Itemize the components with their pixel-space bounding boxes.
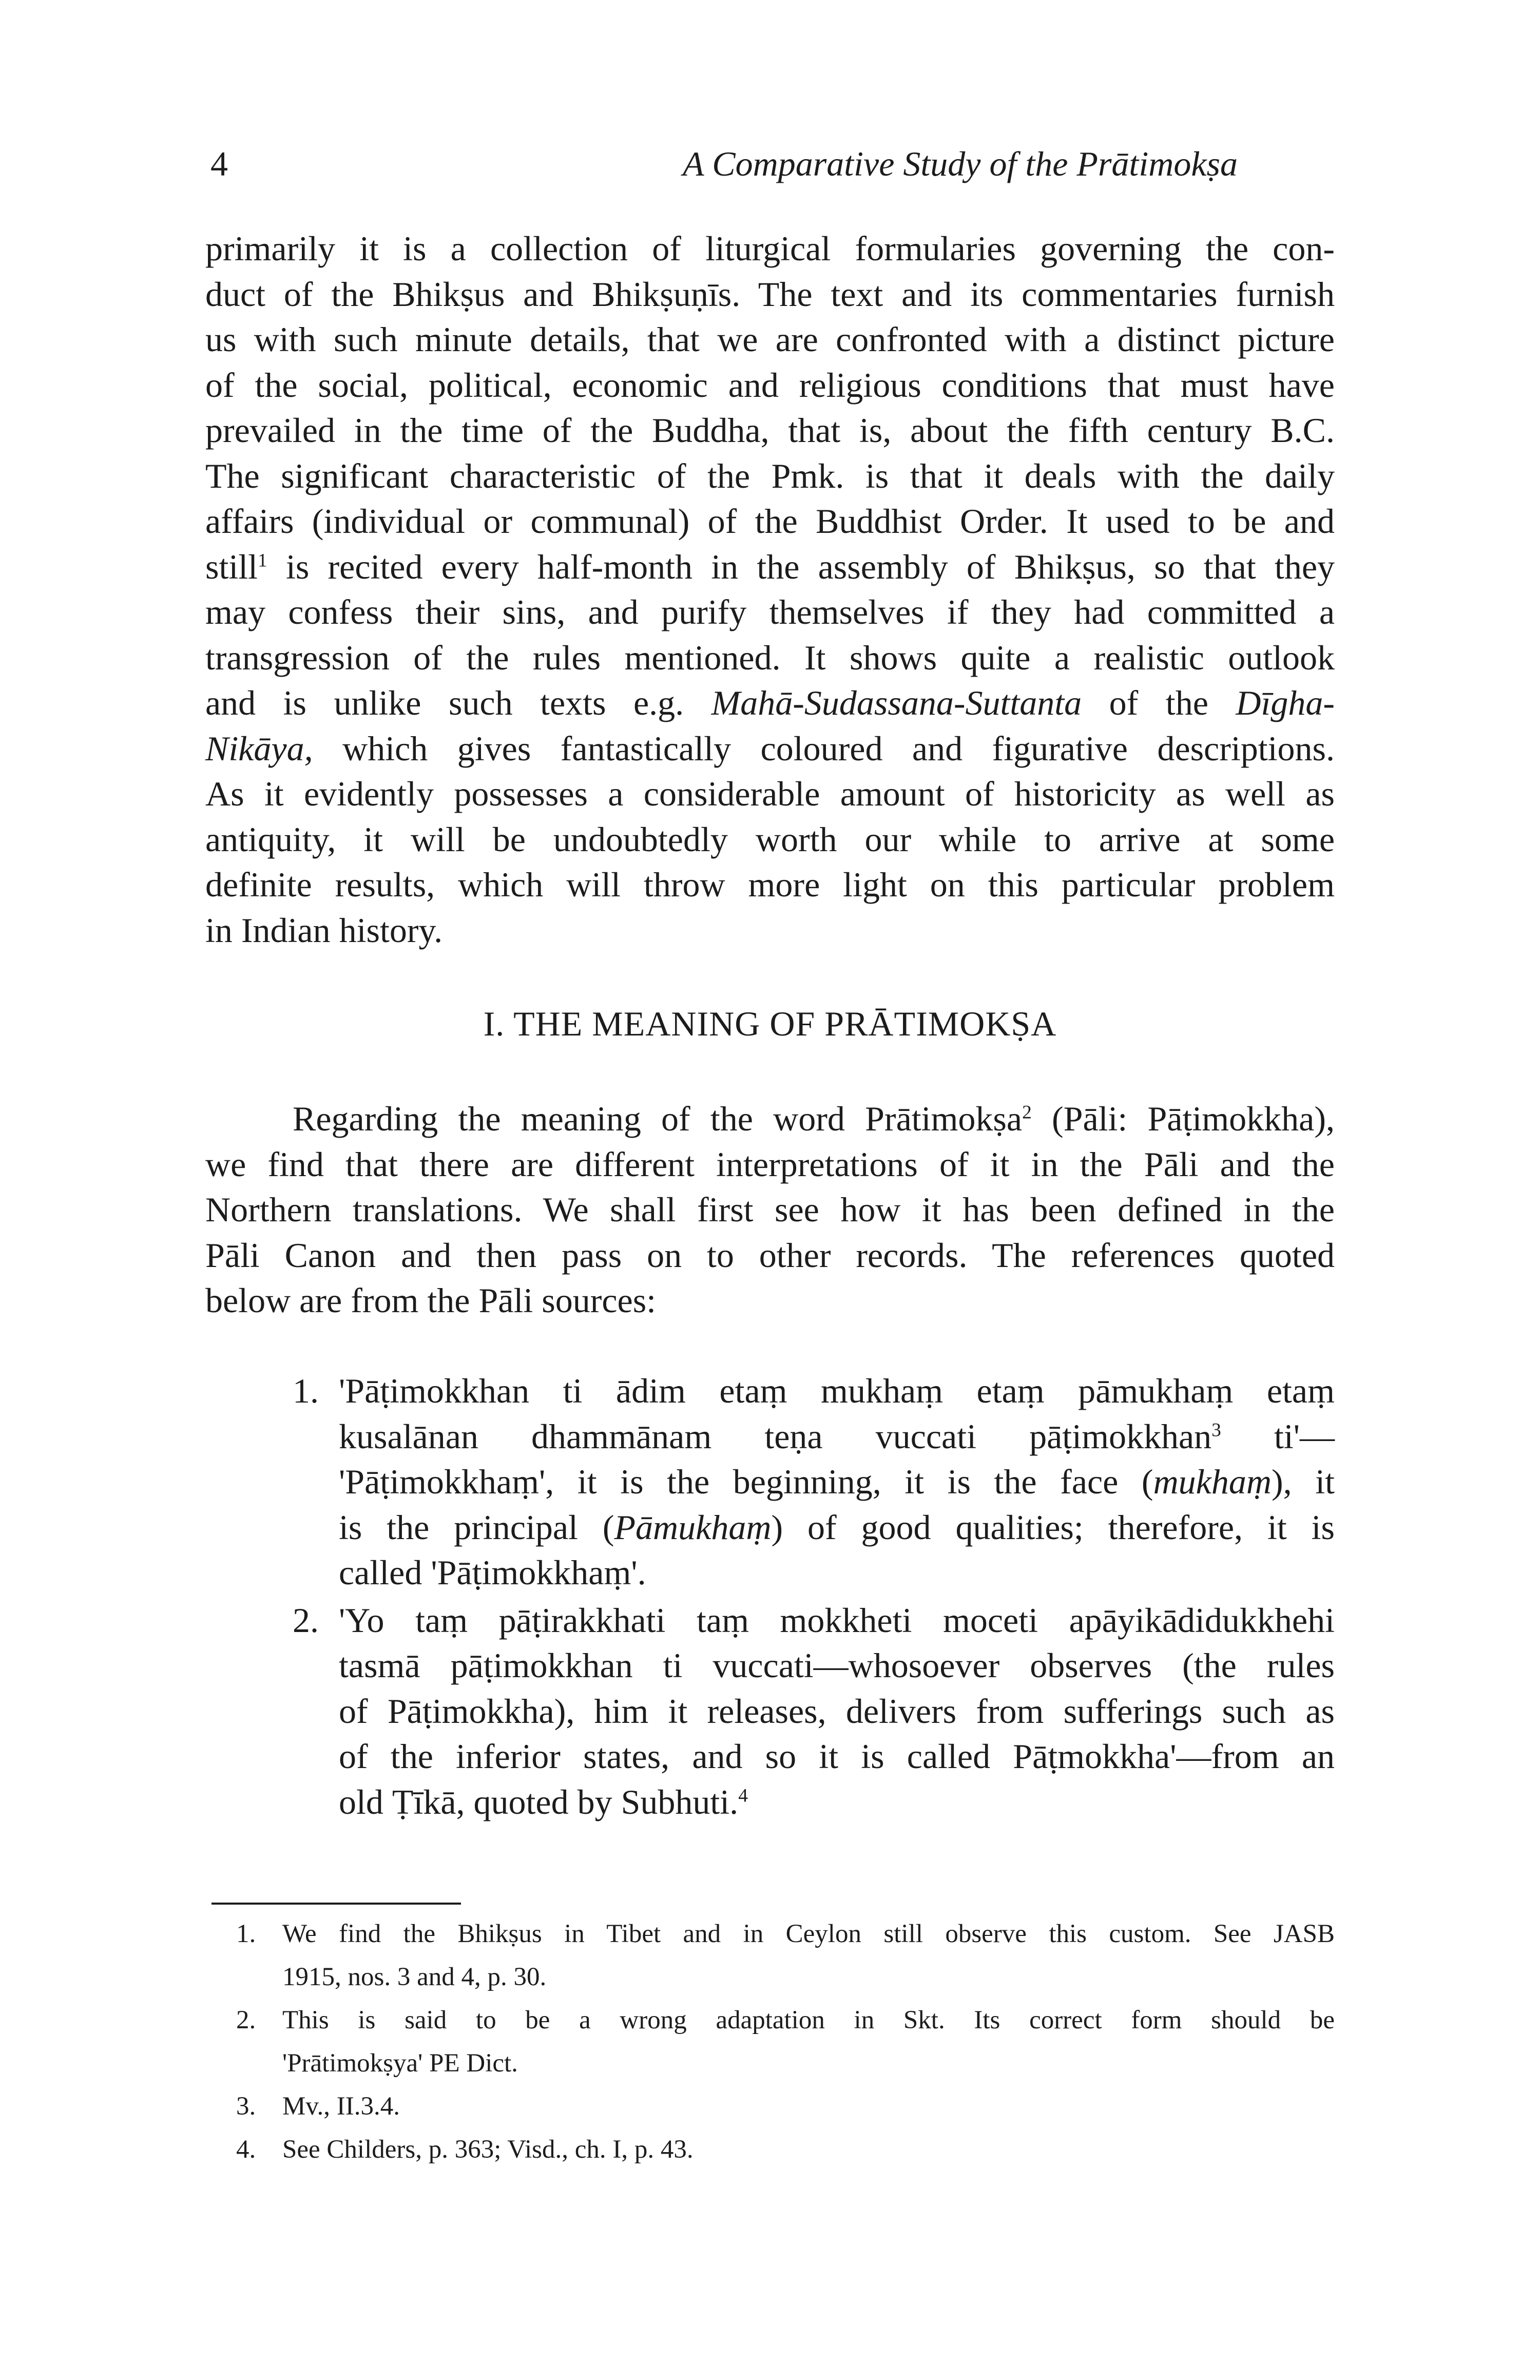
footnote: [236, 1912, 1335, 1999]
text-line: definite results, which will throw more light on this particular problem: [205, 865, 1335, 904]
text-line: prevailed in the time of the Buddha, that is, about the fifth century B.C.: [205, 411, 1335, 450]
text-line: The significant characteristic of the Pmk. is that it deals with the daily: [205, 456, 1335, 495]
text-segment: which gives fantastically coloured and figurative descriptions.: [342, 728, 1335, 768]
italic-title: Mahā-Sudassana-Suttanta: [711, 683, 1082, 722]
text-still: still: [205, 547, 258, 586]
text-segment: kusalānan dhammānam teṇa vuccati pāṭimokkhan: [339, 1416, 1212, 1456]
text-line: of the social, political, economic and religious conditions that must have: [205, 365, 1335, 405]
text-line: As it evidently possesses a considerable amount of historicity as well as: [205, 774, 1335, 813]
footnote-marker-1: 1: [258, 549, 267, 571]
footnotes: [236, 1912, 1335, 2171]
text-segment: Regarding the meaning of the word Prātimokṣa: [293, 1099, 1023, 1138]
quote-number: 1.: [293, 1371, 319, 1410]
text-line: [339, 1779, 1335, 1825]
footnote-marker-3: 3: [1211, 1419, 1221, 1441]
text-segment: of the: [1109, 683, 1208, 722]
text-line: tasmā pāṭimokkhan ti vuccati—whosoever observes (the rules: [339, 1646, 1335, 1685]
text-line: below are from the Pāli sources:: [205, 1281, 657, 1320]
meaning-paragraph: [205, 1096, 1335, 1323]
quote-list: [293, 1368, 1335, 1825]
footnote: [236, 2128, 1335, 2171]
footnote-number: 2.: [236, 2006, 256, 2034]
text-line: called 'Pāṭimokkhaṃ'.: [339, 1553, 646, 1592]
text-line: may confess their sins, and purify themselves if they had committed a: [205, 592, 1335, 631]
footnote-marker-2: 2: [1022, 1102, 1032, 1123]
text-segment: ti'—: [1221, 1416, 1335, 1456]
text-line: 'Yo taṃ pāṭirakkhati taṃ mokkheti moceti apāyikādidukkhehi: [339, 1600, 1335, 1640]
section-heading: I. THE MEANING OF PRĀTIMOKṢA: [483, 1004, 1057, 1043]
footnote-number: 3.: [236, 2092, 256, 2121]
footnote: [236, 1999, 1335, 2085]
text-line: transgression of the rules mentioned. It shows quite a realistic outlook: [205, 638, 1335, 677]
text-line: we find that there are different interpretations of it in the Pāli and the: [205, 1144, 1335, 1184]
text-still-rest: is recited every half-month in the assembly of Bhikṣus, so that they: [285, 547, 1335, 586]
text-segment: and is unlike such texts e.g.: [205, 683, 684, 722]
text-line: us with such minute details, that we are confronted with a distinct picture: [205, 320, 1335, 359]
running-title: A Comparative Study of the Prātimokṣa: [683, 144, 1238, 183]
quote-item: [293, 1368, 1335, 1596]
footnote-line: We find the Bhikṣus in Tibet and in Ceylon still observe this custom. See JASB: [282, 1920, 1335, 1948]
text-line: [339, 1459, 1335, 1505]
text-line: [205, 680, 1335, 726]
text-line: antiquity, it will be undoubtedly worth our while to arrive at some: [205, 819, 1335, 859]
italic-title: Nikāya,: [205, 728, 313, 768]
footnote-marker-4: 4: [738, 1784, 748, 1806]
text-segment: is the principal (: [339, 1507, 614, 1547]
quote-item: [293, 1598, 1335, 1825]
text-line: [205, 1096, 1335, 1142]
quote-number: 2.: [293, 1600, 319, 1640]
page-number: 4: [210, 144, 228, 183]
text-segment: (Pāli: Pāṭimokkha),: [1031, 1099, 1335, 1138]
text-segment: 'Pāṭimokkhaṃ', it is the beginning, it is the face (: [339, 1462, 1153, 1501]
italic-term: Pāmukhaṃ: [614, 1507, 772, 1547]
text-segment: ) of good qualities; therefore, it is: [771, 1507, 1335, 1547]
intro-paragraph: [205, 226, 1335, 953]
italic-term: mukhaṃ: [1153, 1462, 1272, 1501]
text-line: [339, 1414, 1335, 1460]
text-line: 'Pāṭimokkhan ti ādim etaṃ mukhaṃ etaṃ pāmukhaṃ etaṃ: [339, 1371, 1335, 1410]
text-segment: ), it: [1271, 1462, 1335, 1501]
text-line: in Indian history.: [205, 910, 443, 950]
footnote-number: 1.: [236, 1920, 256, 1948]
text-segment: old Ṭīkā, quoted by Subhuti.: [339, 1782, 739, 1821]
footnote: [236, 2085, 1335, 2128]
text-line: primarily it is a collection of liturgical formularies governing the con-: [205, 229, 1335, 268]
text-line: [339, 1505, 1335, 1550]
footnote-line: Mv., II.3.4.: [282, 2092, 400, 2121]
text-line: [205, 544, 1335, 590]
footnote-number: 4.: [236, 2135, 256, 2164]
text-line: of Pāṭimokkha), him it releases, delivers from sufferings such as: [339, 1691, 1335, 1731]
footnote-line: This is said to be a wrong adaptation in Skt. Its correct form should be: [282, 2006, 1335, 2034]
footnote-divider: [211, 1903, 461, 1905]
footnote-line: 1915, nos. 3 and 4, p. 30.: [282, 1963, 547, 1991]
footnote-line: 'Prātimokṣya' PE Dict.: [282, 2049, 518, 2078]
text-line: Northern translations. We shall first see how it has been defined in the: [205, 1190, 1335, 1229]
text-line: duct of the Bhikṣus and Bhikṣuṇīs. The text and its commentaries furnish: [205, 274, 1335, 314]
text-line: of the inferior states, and so it is called Pāṭmokkha'—from an: [339, 1737, 1335, 1776]
text-line: affairs (individual or communal) of the Buddhist Order. It used to be and: [205, 502, 1335, 541]
text-line: [205, 726, 1335, 772]
text-line: Pāli Canon and then pass on to other records. The references quoted: [205, 1235, 1335, 1275]
italic-title: Dīgha-: [1236, 683, 1335, 722]
footnote-line: See Childers, p. 363; Visd., ch. I, p. 43.: [282, 2135, 694, 2164]
